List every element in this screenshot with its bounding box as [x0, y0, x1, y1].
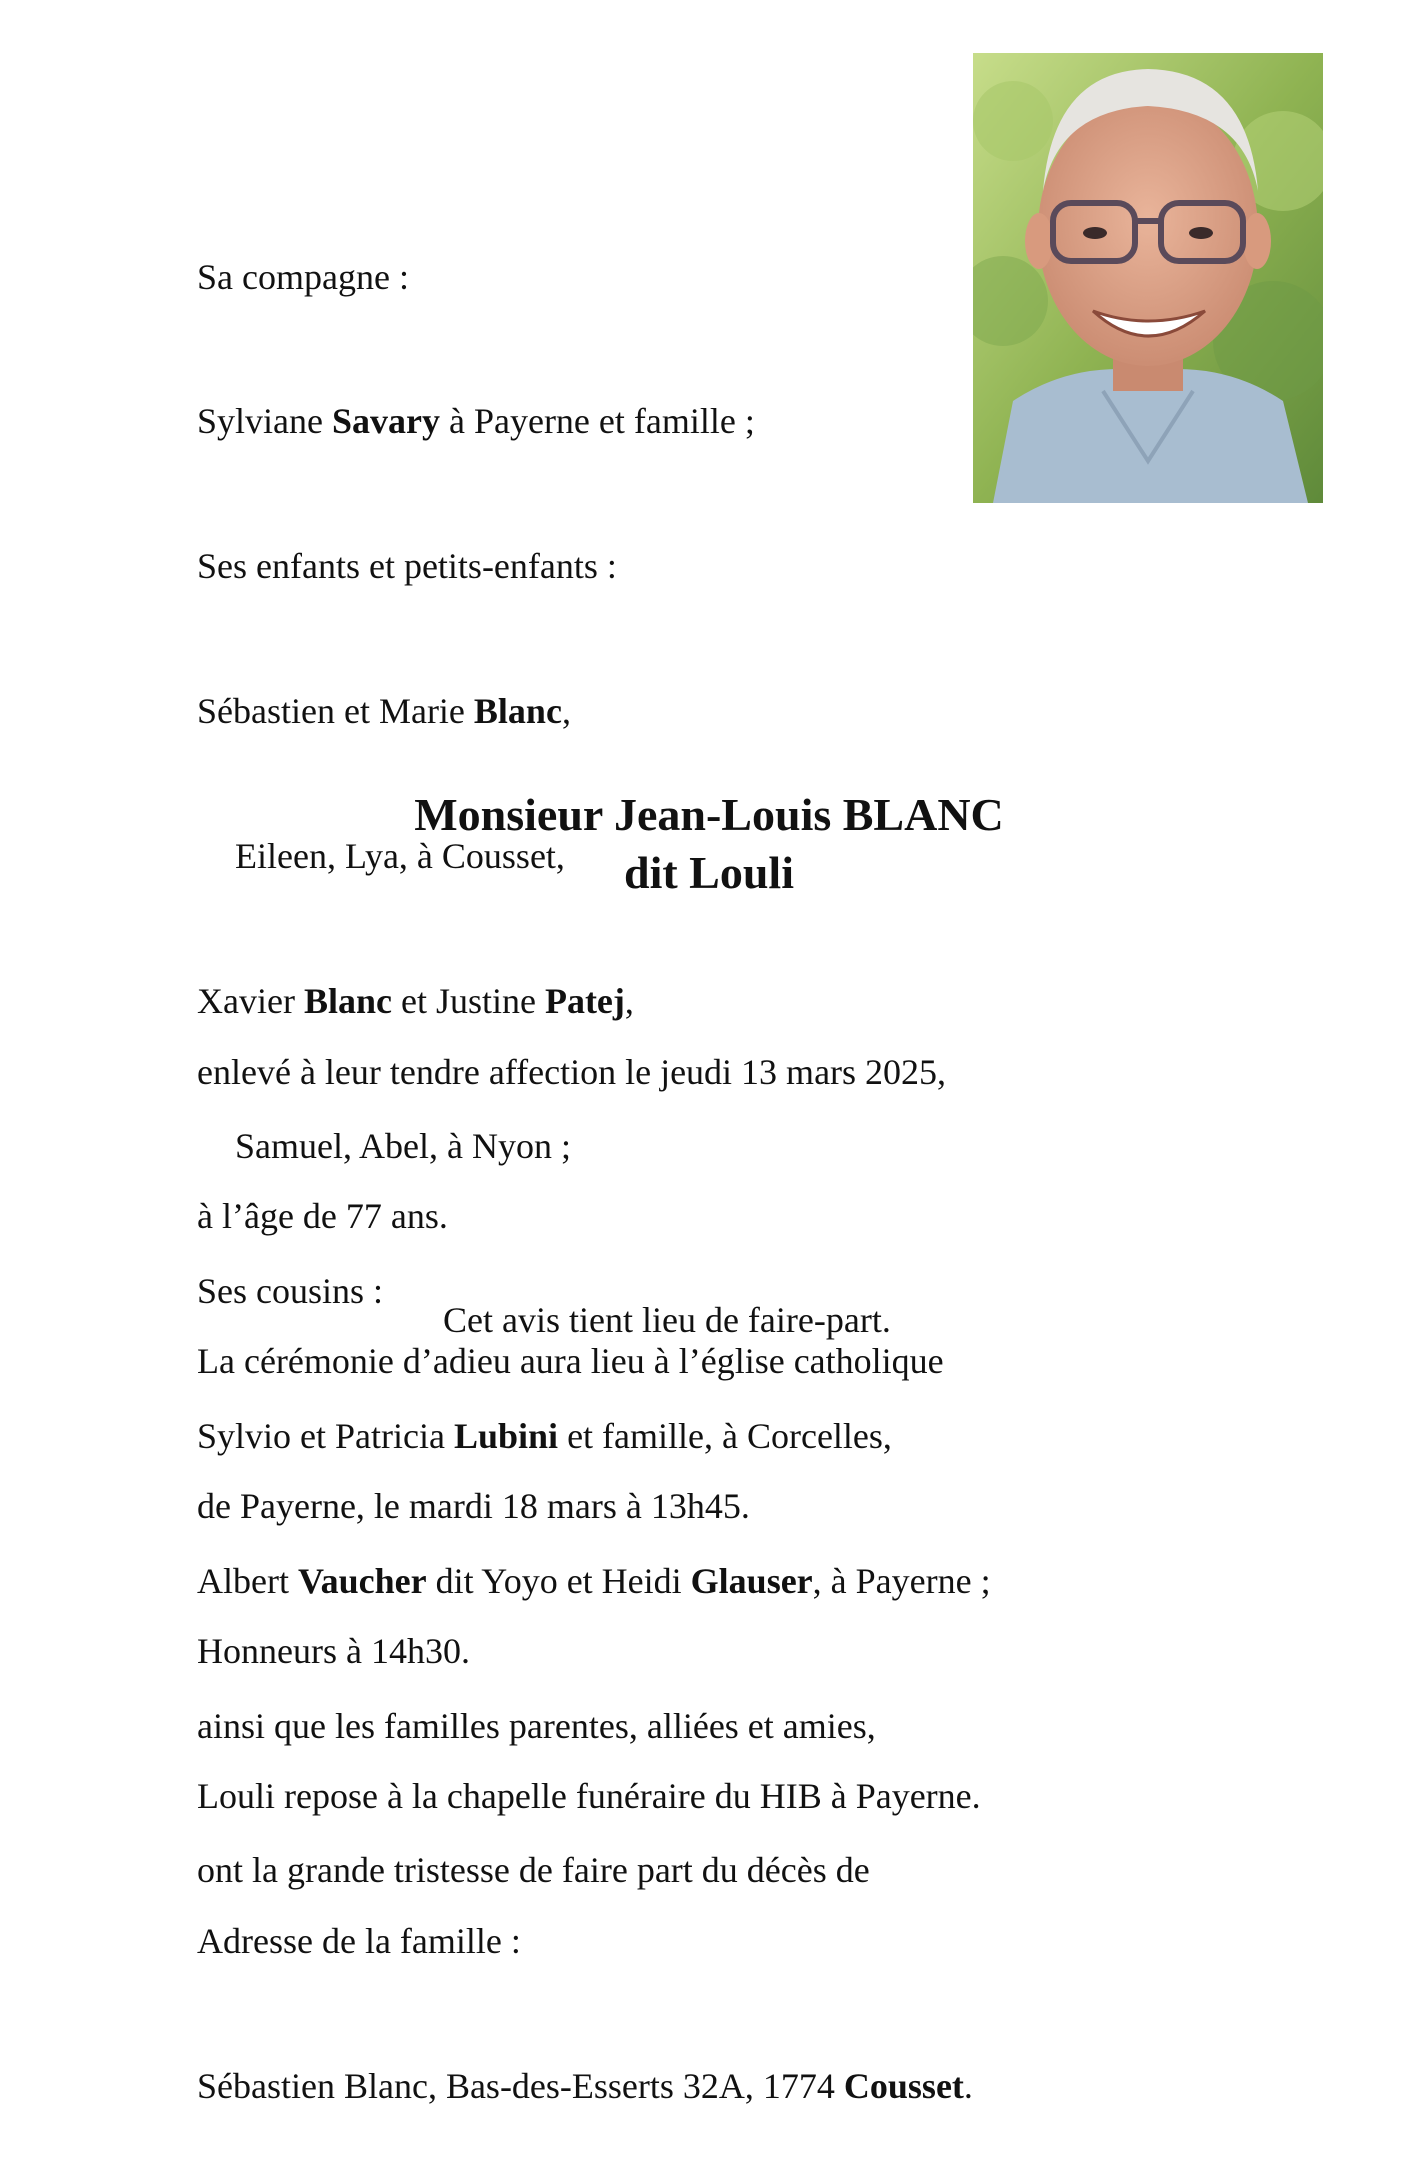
companion-line: Sylviane Savary à Payerne et famille ;: [197, 401, 755, 442]
deceased-name-block: [0, 786, 1418, 902]
deceased-name: Monsieur Jean-Louis BLANC: [414, 789, 1004, 840]
details-block: [197, 951, 981, 2158]
details-line-7: Adresse de la famille :: [197, 1920, 521, 1961]
grandchildren-line-2: Samuel, Abel, à Nyon ;: [235, 1125, 571, 1166]
details-line-1: enlevé à leur tendre affection le jeudi 13 mars 2025,: [197, 1051, 947, 1092]
announcement-line: ont la grande tristesse de faire part du décès de: [197, 1850, 870, 1891]
details-line-4: de Payerne, le mardi 18 mars à 13h45.: [197, 1486, 750, 1527]
details-line-5: Honneurs à 14h30.: [197, 1631, 470, 1672]
child-line-2: Xavier Blanc et Justine Patej,: [197, 981, 634, 1022]
grandchildren-line-1: Eileen, Lya, à Cousset,: [235, 836, 565, 877]
cousin-line-2: Albert Vaucher dit Yoyo et Heidi Glauser, à Payerne ;: [197, 1560, 991, 1601]
cousin-line-1: Sylvio et Patricia Lubini et famille, à Corcelles,: [197, 1415, 892, 1456]
companion-heading: Sa compagne :: [197, 256, 409, 297]
details-line-3: La cérémonie d’adieu aura lieu à l’église catholique: [197, 1341, 944, 1382]
details-line-2: à l’âge de 77 ans.: [197, 1196, 448, 1237]
families-line: ainsi que les familles parentes, alliées et amies,: [197, 1705, 876, 1746]
closing-note: Cet avis tient lieu de faire-part.: [443, 1300, 891, 1340]
portrait-photo: [973, 41, 1323, 503]
children-heading: Ses enfants et petits-enfants :: [197, 546, 617, 587]
address-line: Sébastien Blanc, Bas-des-Esserts 32A, 1774 Cousset.: [197, 2065, 973, 2106]
details-line-6: Louli repose à la chapelle funéraire du HIB à Payerne.: [197, 1776, 981, 1817]
deceased-nickname: dit Louli: [623, 847, 794, 898]
child-line-1: Sébastien et Marie Blanc,: [197, 691, 571, 732]
cousins-heading: Ses cousins :: [197, 1270, 384, 1311]
